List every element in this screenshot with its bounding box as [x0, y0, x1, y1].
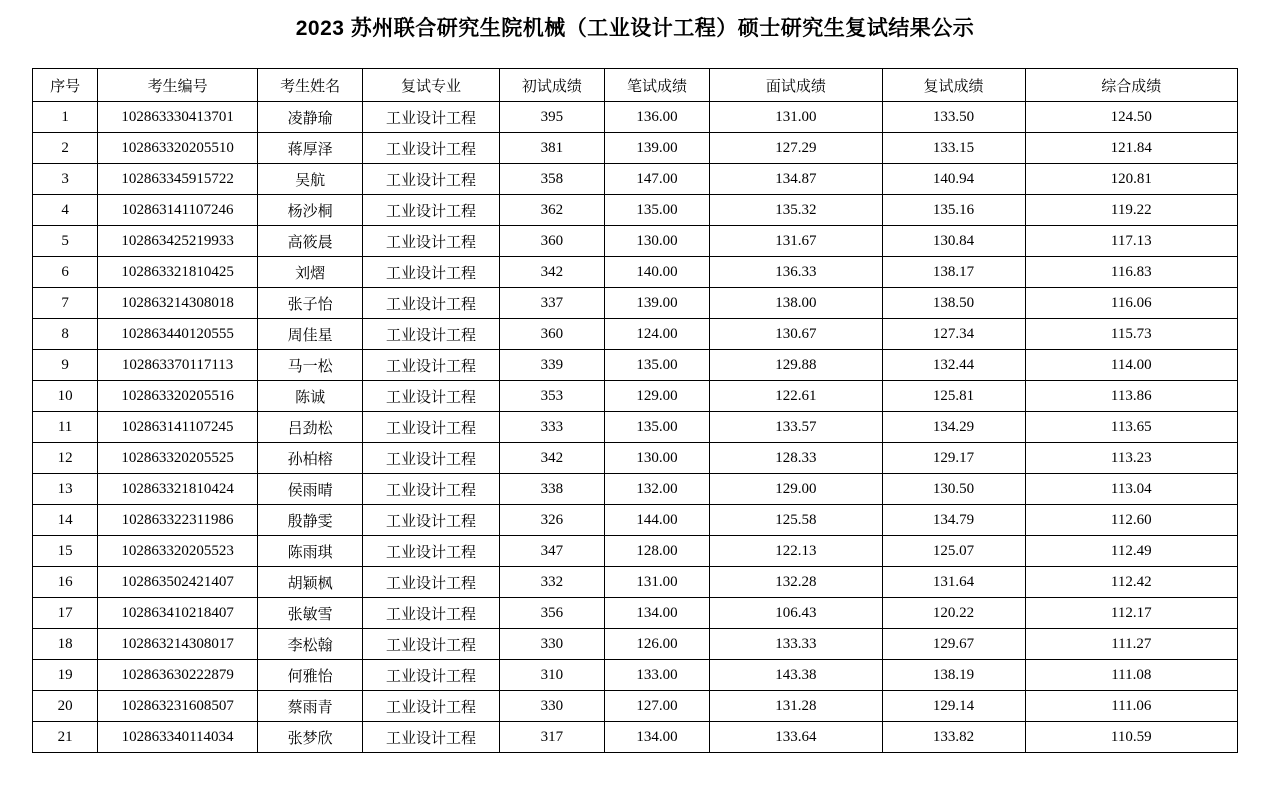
table-cell: 133.64 — [710, 722, 882, 753]
table-row — [33, 257, 1238, 288]
table-row — [33, 443, 1238, 474]
table-cell: 胡颖枫 — [258, 567, 363, 598]
table-cell: 工业设计工程 — [363, 598, 500, 629]
table-cell: 395 — [499, 102, 604, 133]
table-cell: 102863410218407 — [98, 598, 258, 629]
table-cell: 15 — [33, 536, 98, 567]
table-cell: 127.00 — [604, 691, 709, 722]
table-cell: 353 — [499, 381, 604, 412]
table-cell: 138.00 — [710, 288, 882, 319]
table-cell: 陈雨琪 — [258, 536, 363, 567]
table-cell: 330 — [499, 629, 604, 660]
table-cell: 125.58 — [710, 505, 882, 536]
table-cell: 130.50 — [882, 474, 1025, 505]
table-cell: 蔡雨青 — [258, 691, 363, 722]
table-cell: 殷静雯 — [258, 505, 363, 536]
table-cell: 135.00 — [604, 195, 709, 226]
table-cell: 133.50 — [882, 102, 1025, 133]
table-cell: 129.88 — [710, 350, 882, 381]
table-cell: 111.08 — [1025, 660, 1237, 691]
table-cell: 138.17 — [882, 257, 1025, 288]
column-header: 面试成绩 — [710, 69, 882, 102]
table-cell: 102863231608507 — [98, 691, 258, 722]
table-cell: 139.00 — [604, 288, 709, 319]
table-cell: 125.07 — [882, 536, 1025, 567]
table-cell: 工业设计工程 — [363, 722, 500, 753]
table-cell: 113.86 — [1025, 381, 1237, 412]
table-cell: 134.29 — [882, 412, 1025, 443]
table-cell: 133.33 — [710, 629, 882, 660]
table-cell: 18 — [33, 629, 98, 660]
column-header: 考生编号 — [98, 69, 258, 102]
table-row — [33, 412, 1238, 443]
table-cell: 133.82 — [882, 722, 1025, 753]
table-cell: 126.00 — [604, 629, 709, 660]
table-cell: 102863345915722 — [98, 164, 258, 195]
table-cell: 130.84 — [882, 226, 1025, 257]
table-cell: 121.84 — [1025, 133, 1237, 164]
column-header: 复试专业 — [363, 69, 500, 102]
table-cell: 122.13 — [710, 536, 882, 567]
table-cell: 工业设计工程 — [363, 629, 500, 660]
table-cell: 133.15 — [882, 133, 1025, 164]
table-cell: 130.00 — [604, 226, 709, 257]
table-cell: 102863214308017 — [98, 629, 258, 660]
table-cell: 127.34 — [882, 319, 1025, 350]
table-cell: 119.22 — [1025, 195, 1237, 226]
table-row — [33, 288, 1238, 319]
table-cell: 113.65 — [1025, 412, 1237, 443]
table-cell: 147.00 — [604, 164, 709, 195]
table-cell: 13 — [33, 474, 98, 505]
table-row — [33, 722, 1238, 753]
table-cell: 144.00 — [604, 505, 709, 536]
table-cell: 135.00 — [604, 412, 709, 443]
table-cell: 112.17 — [1025, 598, 1237, 629]
table-cell: 102863322311986 — [98, 505, 258, 536]
table-row — [33, 660, 1238, 691]
table-cell: 106.43 — [710, 598, 882, 629]
table-cell: 342 — [499, 257, 604, 288]
table-cell: 李松翰 — [258, 629, 363, 660]
table-cell: 工业设计工程 — [363, 381, 500, 412]
column-header: 初试成绩 — [499, 69, 604, 102]
table-cell: 360 — [499, 226, 604, 257]
table-cell: 133.00 — [604, 660, 709, 691]
table-cell: 132.28 — [710, 567, 882, 598]
table-cell: 1 — [33, 102, 98, 133]
table-cell: 133.57 — [710, 412, 882, 443]
table-cell: 128.00 — [604, 536, 709, 567]
column-header: 考生姓名 — [258, 69, 363, 102]
table-cell: 11 — [33, 412, 98, 443]
table-cell: 工业设计工程 — [363, 660, 500, 691]
table-cell: 102863141107246 — [98, 195, 258, 226]
column-header: 笔试成绩 — [604, 69, 709, 102]
table-cell: 工业设计工程 — [363, 350, 500, 381]
table-cell: 吕劲松 — [258, 412, 363, 443]
table-row — [33, 350, 1238, 381]
table-cell: 21 — [33, 722, 98, 753]
table-cell: 362 — [499, 195, 604, 226]
table-cell: 102863321810424 — [98, 474, 258, 505]
table-cell: 工业设计工程 — [363, 288, 500, 319]
table-cell: 339 — [499, 350, 604, 381]
table-cell: 12 — [33, 443, 98, 474]
table-cell: 139.00 — [604, 133, 709, 164]
table-cell: 7 — [33, 288, 98, 319]
table-cell: 高筱晨 — [258, 226, 363, 257]
table-cell: 何雅怡 — [258, 660, 363, 691]
table-cell: 102863370117113 — [98, 350, 258, 381]
table-cell: 143.38 — [710, 660, 882, 691]
table-cell: 20 — [33, 691, 98, 722]
table-cell: 129.67 — [882, 629, 1025, 660]
table-cell: 10 — [33, 381, 98, 412]
table-cell: 工业设计工程 — [363, 257, 500, 288]
table-cell: 111.06 — [1025, 691, 1237, 722]
table-cell: 6 — [33, 257, 98, 288]
table-cell: 102863502421407 — [98, 567, 258, 598]
table-cell: 342 — [499, 443, 604, 474]
table-cell: 140.00 — [604, 257, 709, 288]
table-cell: 102863425219933 — [98, 226, 258, 257]
table-cell: 135.16 — [882, 195, 1025, 226]
table-cell: 117.13 — [1025, 226, 1237, 257]
table-cell: 孙柏榕 — [258, 443, 363, 474]
table-cell: 102863340114034 — [98, 722, 258, 753]
table-cell: 124.50 — [1025, 102, 1237, 133]
table-cell: 332 — [499, 567, 604, 598]
table-row — [33, 505, 1238, 536]
table-cell: 102863321810425 — [98, 257, 258, 288]
table-cell: 102863630222879 — [98, 660, 258, 691]
table-cell: 张子怡 — [258, 288, 363, 319]
table-cell: 127.29 — [710, 133, 882, 164]
table-cell: 122.61 — [710, 381, 882, 412]
table-cell: 130.67 — [710, 319, 882, 350]
table-cell: 115.73 — [1025, 319, 1237, 350]
table-cell: 工业设计工程 — [363, 474, 500, 505]
table-cell: 347 — [499, 536, 604, 567]
table-cell: 工业设计工程 — [363, 133, 500, 164]
table-cell: 工业设计工程 — [363, 412, 500, 443]
table-cell: 333 — [499, 412, 604, 443]
results-table-container — [32, 68, 1238, 753]
table-cell: 337 — [499, 288, 604, 319]
table-cell: 102863330413701 — [98, 102, 258, 133]
table-cell: 132.00 — [604, 474, 709, 505]
column-header: 序号 — [33, 69, 98, 102]
table-cell: 356 — [499, 598, 604, 629]
table-cell: 蒋厚泽 — [258, 133, 363, 164]
table-cell: 马一松 — [258, 350, 363, 381]
table-row — [33, 567, 1238, 598]
table-cell: 凌静瑜 — [258, 102, 363, 133]
table-cell: 124.00 — [604, 319, 709, 350]
table-cell: 102863320205510 — [98, 133, 258, 164]
table-cell: 110.59 — [1025, 722, 1237, 753]
table-cell: 326 — [499, 505, 604, 536]
table-cell: 134.00 — [604, 722, 709, 753]
table-cell: 131.00 — [604, 567, 709, 598]
table-cell: 102863141107245 — [98, 412, 258, 443]
table-cell: 工业设计工程 — [363, 505, 500, 536]
table-cell: 张梦欣 — [258, 722, 363, 753]
table-row — [33, 133, 1238, 164]
table-cell: 134.79 — [882, 505, 1025, 536]
table-cell: 129.17 — [882, 443, 1025, 474]
table-cell: 工业设计工程 — [363, 536, 500, 567]
table-cell: 120.22 — [882, 598, 1025, 629]
table-cell: 135.00 — [604, 350, 709, 381]
table-cell: 17 — [33, 598, 98, 629]
results-table — [32, 68, 1238, 753]
table-cell: 9 — [33, 350, 98, 381]
table-row — [33, 381, 1238, 412]
table-cell: 360 — [499, 319, 604, 350]
table-header-row — [33, 69, 1238, 102]
table-cell: 129.00 — [604, 381, 709, 412]
table-cell: 358 — [499, 164, 604, 195]
table-cell: 工业设计工程 — [363, 567, 500, 598]
table-row — [33, 598, 1238, 629]
table-cell: 工业设计工程 — [363, 691, 500, 722]
table-cell: 381 — [499, 133, 604, 164]
table-cell: 131.67 — [710, 226, 882, 257]
table-cell: 工业设计工程 — [363, 195, 500, 226]
table-cell: 侯雨晴 — [258, 474, 363, 505]
table-cell: 134.00 — [604, 598, 709, 629]
table-cell: 工业设计工程 — [363, 226, 500, 257]
table-cell: 5 — [33, 226, 98, 257]
table-cell: 138.50 — [882, 288, 1025, 319]
table-cell: 102863214308018 — [98, 288, 258, 319]
table-cell: 129.00 — [710, 474, 882, 505]
table-cell: 3 — [33, 164, 98, 195]
table-row — [33, 319, 1238, 350]
table-cell: 140.94 — [882, 164, 1025, 195]
table-cell: 129.14 — [882, 691, 1025, 722]
table-row — [33, 164, 1238, 195]
table-cell: 4 — [33, 195, 98, 226]
table-cell: 128.33 — [710, 443, 882, 474]
table-cell: 112.49 — [1025, 536, 1237, 567]
table-cell: 杨沙桐 — [258, 195, 363, 226]
table-cell: 330 — [499, 691, 604, 722]
table-cell: 工业设计工程 — [363, 443, 500, 474]
table-row — [33, 226, 1238, 257]
table-cell: 19 — [33, 660, 98, 691]
table-cell: 吴航 — [258, 164, 363, 195]
table-header — [33, 69, 1238, 102]
table-cell: 112.42 — [1025, 567, 1237, 598]
table-cell: 131.28 — [710, 691, 882, 722]
table-row — [33, 691, 1238, 722]
table-cell: 338 — [499, 474, 604, 505]
table-cell: 125.81 — [882, 381, 1025, 412]
table-cell: 14 — [33, 505, 98, 536]
table-cell: 周佳星 — [258, 319, 363, 350]
column-header: 复试成绩 — [882, 69, 1025, 102]
table-cell: 112.60 — [1025, 505, 1237, 536]
table-cell: 120.81 — [1025, 164, 1237, 195]
table-cell: 317 — [499, 722, 604, 753]
table-cell: 刘熠 — [258, 257, 363, 288]
table-cell: 16 — [33, 567, 98, 598]
table-cell: 116.06 — [1025, 288, 1237, 319]
table-cell: 102863320205523 — [98, 536, 258, 567]
table-row — [33, 102, 1238, 133]
table-cell: 113.23 — [1025, 443, 1237, 474]
table-cell: 136.00 — [604, 102, 709, 133]
table-body — [33, 102, 1238, 753]
table-cell: 131.64 — [882, 567, 1025, 598]
table-cell: 138.19 — [882, 660, 1025, 691]
document-page — [0, 14, 1270, 753]
table-row — [33, 629, 1238, 660]
table-cell: 310 — [499, 660, 604, 691]
table-cell: 2 — [33, 133, 98, 164]
table-cell: 8 — [33, 319, 98, 350]
table-cell: 136.33 — [710, 257, 882, 288]
table-cell: 工业设计工程 — [363, 102, 500, 133]
table-row — [33, 536, 1238, 567]
table-row — [33, 474, 1238, 505]
table-cell: 张敏雪 — [258, 598, 363, 629]
table-cell: 102863320205516 — [98, 381, 258, 412]
table-cell: 102863320205525 — [98, 443, 258, 474]
table-cell: 130.00 — [604, 443, 709, 474]
table-cell: 111.27 — [1025, 629, 1237, 660]
table-cell: 132.44 — [882, 350, 1025, 381]
table-cell: 134.87 — [710, 164, 882, 195]
table-cell: 114.00 — [1025, 350, 1237, 381]
table-cell: 102863440120555 — [98, 319, 258, 350]
table-cell: 工业设计工程 — [363, 164, 500, 195]
table-cell: 113.04 — [1025, 474, 1237, 505]
table-cell: 135.32 — [710, 195, 882, 226]
table-cell: 131.00 — [710, 102, 882, 133]
table-cell: 116.83 — [1025, 257, 1237, 288]
table-row — [33, 195, 1238, 226]
table-cell: 工业设计工程 — [363, 319, 500, 350]
column-header: 综合成绩 — [1025, 69, 1237, 102]
page-title: 2023 苏州联合研究生院机械（工业设计工程）硕士研究生复试结果公示 — [295, 17, 975, 40]
table-cell: 陈诚 — [258, 381, 363, 412]
